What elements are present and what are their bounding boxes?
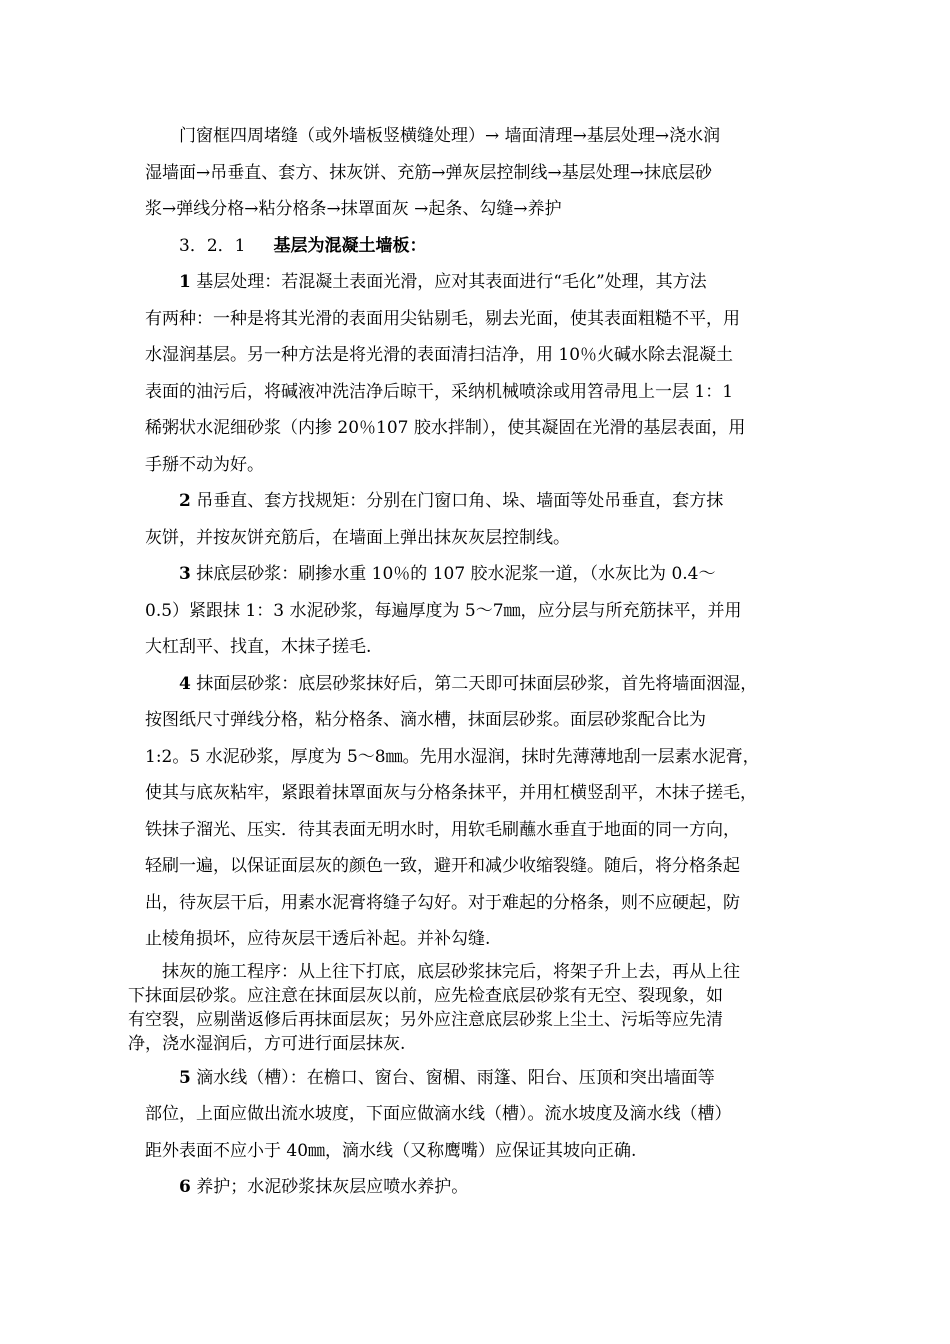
text-line: 出，待灰层干后，用素水泥膏将缝子勾好。对于难起的分格条，则不应硬起，防 — [145, 892, 740, 913]
text-line: 4 抹面层砂浆：底层砂浆抹好后，第二天即可抹面层砂浆，首先将墙面洇湿， — [179, 673, 758, 694]
item-paragraph-6 — [145, 1169, 815, 1206]
text-line: 5 滴水线（槽）：在檐口、窗台、窗楣、雨篷、阳台、压顶和突出墙面等 — [179, 1067, 715, 1088]
item-paragraph-5 — [145, 1060, 815, 1170]
text-line: 表面的油污后，将碱液冲洗洁净后晾干，采纳机械喷涂或用笤帚甩上一层 1：1 — [145, 381, 734, 402]
text-line: 稀粥状水泥细砂浆（内掺 20％107 胶水拌制），使其凝固在光滑的基层表面，用 — [145, 418, 746, 438]
text-line: 灰饼，并按灰饼充筋后，在墙面上弹出抹灰灰层控制线。 — [145, 527, 570, 548]
item-number: 2 — [179, 491, 191, 511]
text-line: 湿墙面→吊垂直、套方、抹灰饼、充筋→弹灰层控制线→基层处理→抹底层砂 — [145, 162, 712, 183]
text-line: 3 抹底层砂浆：刷掺水重 10％的 107 胶水泥浆一道，（水灰比为 0.4～ — [179, 564, 716, 584]
section-number: 3．2．1 — [179, 235, 246, 256]
text-line: 有空裂，应剔凿返修后再抹面层灰；另外应注意底层砂浆上尘土、污垢等应先清 — [128, 1009, 723, 1030]
text-line: 6 养护；水泥砂浆抹灰层应喷水养护。 — [179, 1177, 469, 1197]
item-paragraph-3 — [145, 556, 815, 666]
flow-paragraph — [145, 118, 815, 228]
text-line: 轻刷一遍，以保证面层灰的颜色一致，避开和减少收缩裂缝。随后，将分格条起 — [145, 856, 740, 876]
text-line: 手掰不动为好。 — [145, 454, 264, 475]
item-paragraph-2 — [145, 483, 815, 556]
item-paragraph-4 — [145, 666, 815, 958]
text-line: 净，浇水湿润后，方可进行面层抹灰. — [128, 1033, 406, 1054]
text-line: 水湿润基层。另一种方法是将光滑的表面清扫洁净，用 10％火碱水除去混凝土 — [145, 345, 734, 365]
item-paragraph-1 — [145, 264, 815, 483]
item-number: 3 — [179, 564, 191, 584]
item-number: 6 — [179, 1177, 191, 1197]
item-number: 1 — [179, 272, 191, 292]
text-line: 有两种：一种是将其光滑的表面用尖钻剔毛，剔去光面，使其表面粗糙不平，用 — [145, 308, 740, 329]
text-line: 距外表面不应小于 40㎜，滴水线（又称鹰嘴）应保证其坡向正确. — [145, 1140, 637, 1161]
procedure-paragraph — [128, 960, 798, 1056]
text-line: 下抹面层砂浆。应注意在抹面层灰以前，应先检查底层砂浆有无空、裂现象，如 — [128, 985, 723, 1006]
document-page — [128, 118, 815, 1206]
text-line: 门窗框四周堵缝（或外墙板竖横缝处理）→ 墙面清理→基层处理→浇水润 — [179, 126, 721, 146]
text-line: 大杠刮平、找直，木抹子搓毛. — [145, 637, 372, 657]
item-number: 5 — [179, 1067, 191, 1088]
text-line: 抹灰的施工程序：从上往下打底，底层砂浆抹完后，将架子升上去，再从上往 — [162, 961, 740, 982]
text-line: 按图纸尺寸弹线分格，粘分格条、滴水槽，抹面层砂浆。面层砂浆配合比为 — [145, 710, 706, 730]
text-line: 1:2。5 水泥砂浆，厚度为 5～8㎜。先用水湿润，抹时先薄薄地刮一层素水泥膏， — [145, 746, 760, 767]
text-line: 浆→弹线分格→粘分格条→抹罩面灰 →起条、勾缝→养护 — [145, 199, 562, 219]
section-heading — [145, 228, 815, 265]
text-line: 0.5）紧跟抹 1：3 水泥砂浆，每遍厚度为 5～7㎜，应分层与所充筋抹平，并用 — [145, 600, 742, 621]
text-line: 铁抹子溜光、压实．待其表面无明水时，用软毛刷蘸水垂直于地面的同一方向， — [145, 819, 740, 840]
text-line: 使其与底灰粘牢，紧跟着抹罩面灰与分格条抹平，并用杠横竖刮平，木抹子搓毛， — [145, 783, 757, 803]
text-line: 2 吊垂直、套方找规矩：分别在门窗口角、垛、墙面等处吊垂直，套方抹 — [179, 491, 724, 511]
text-line: 部位，上面应做出流水坡度，下面应做滴水线（槽）。流水坡度及滴水线（槽） — [145, 1104, 732, 1124]
item-number: 4 — [179, 673, 191, 694]
section-title: 基层为混凝土墙板： — [273, 235, 427, 256]
text-line: 1 基层处理：若混凝土表面光滑，应对其表面进行“毛化”处理，其方法 — [179, 272, 707, 292]
text-line: 止棱角损坏，应待灰层干透后补起。并补勾缝. — [145, 929, 491, 949]
